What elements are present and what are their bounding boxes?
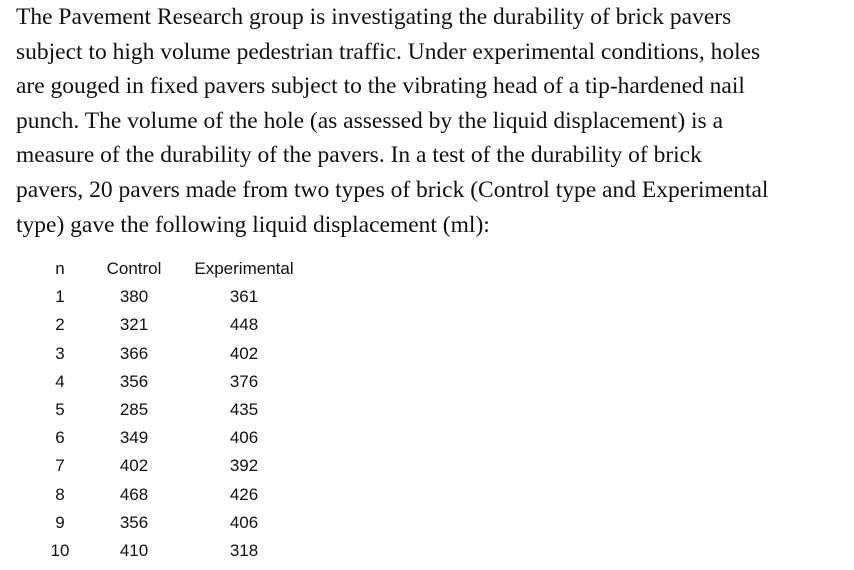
problem-line: measure of the durability of the pavers. In a test of the durability of brick [16,142,702,169]
cell-n: 3 [55,343,65,363]
problem-line: type) gave the following liquid displacement (ml): [16,211,490,238]
cell-n: 2 [55,315,65,335]
problem-statement [16,0,854,242]
cell-experimental: 318 [229,540,259,560]
cell-control: 380 [119,287,149,307]
table-row [40,396,300,424]
problem-line: pavers, 20 pavers made from two types of brick (Control type and Experimental [16,176,769,203]
cell-n: 10 [50,540,70,560]
cell-experimental: 435 [229,400,259,420]
table-row [40,368,300,396]
table-row [40,340,300,368]
table-body [40,283,300,565]
cell-control: 349 [119,428,149,448]
cell-experimental: 361 [229,287,259,307]
header-experimental: Experimental [194,259,294,279]
table-row [40,509,300,537]
cell-control: 410 [119,540,149,560]
cell-control: 402 [119,456,149,476]
cell-n: 1 [55,287,65,307]
cell-n: 6 [55,428,65,448]
table-header [40,255,300,283]
cell-n: 7 [55,456,65,476]
problem-line: subject to high volume pedestrian traffic. Under experimental conditions, holes [16,38,761,65]
cell-control: 321 [119,315,149,335]
cell-experimental: 402 [229,343,259,363]
problem-line: punch. The volume of the hole (as assessed by the liquid displacement) is a [16,107,724,134]
cell-n: 5 [55,400,65,420]
problem-line: The Pavement Research group is investigating the durability of brick pavers [16,4,732,30]
cell-control: 468 [119,484,149,504]
cell-n: 8 [55,484,65,504]
cell-n: 4 [55,371,65,391]
table-row [40,452,300,480]
cell-control: 356 [119,371,149,391]
cell-experimental: 376 [229,371,259,391]
problem-line: are gouged in fixed pavers subject to the vibrating head of a tip-hardened nail [16,73,745,100]
cell-experimental: 406 [229,512,259,532]
cell-n: 9 [55,512,65,532]
cell-experimental: 406 [229,428,259,448]
liquid-displacement-table [40,255,300,565]
table-row [40,311,300,339]
cell-control: 285 [119,400,149,420]
cell-control: 366 [119,343,149,363]
table-row [40,481,300,509]
table-row [40,537,300,565]
header-n: n [55,259,65,279]
cell-experimental: 448 [229,315,259,335]
cell-experimental: 426 [229,484,259,504]
table-row [40,283,300,311]
table-row [40,424,300,452]
header-control: Control [106,259,162,279]
cell-control: 356 [119,512,149,532]
table-header-row [40,255,300,283]
cell-experimental: 392 [229,456,259,476]
